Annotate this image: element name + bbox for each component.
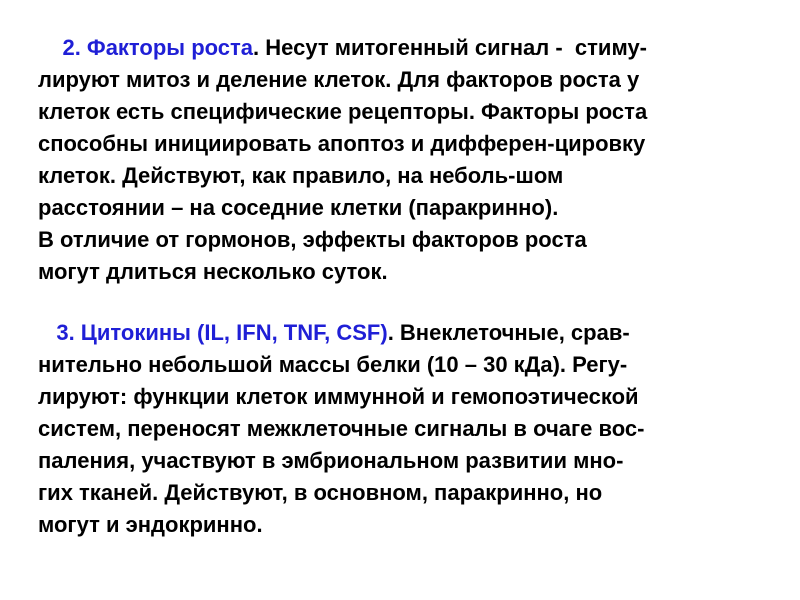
text-line: гих тканей. Действуют, в основном, паракринно, но bbox=[38, 480, 603, 505]
growth-factors-intro: . Несут митогенный сигнал - стиму- bbox=[253, 35, 648, 60]
text-line: В отличие от гормонов, эффекты факторов роста bbox=[38, 227, 587, 252]
cytokines-paragraph bbox=[38, 317, 778, 541]
text-line: паления, участвуют в эмбриональном развитии мно- bbox=[38, 448, 624, 473]
cytokines-intro: . Внеклеточные, срав- bbox=[387, 320, 630, 345]
text-line: способны инициировать апоптоз и дифферен-цировку bbox=[38, 131, 646, 156]
text-line: лируют: функции клеток иммунной и гемопоэтической bbox=[38, 384, 639, 409]
text-line bbox=[38, 32, 778, 64]
growth-factors-paragraph bbox=[38, 32, 778, 288]
text-line: расстоянии – на соседние клетки (паракринно). bbox=[38, 195, 559, 220]
text-line: клеток есть специфические рецепторы. Факторы роста bbox=[38, 99, 648, 124]
cytokines-heading: 3. Цитокины (IL, IFN, TNF, CSF) bbox=[56, 320, 388, 345]
text-line: могут длиться несколько суток. bbox=[38, 259, 388, 284]
text-line bbox=[38, 317, 778, 349]
text-line: лируют митоз и деление клеток. Для факторов роста у bbox=[38, 67, 640, 92]
text-line: систем, переносят межклеточные сигналы в очаге вос- bbox=[38, 416, 645, 441]
growth-factors-heading: 2. Факторы роста bbox=[62, 35, 254, 60]
text-line: клеток. Действуют, как правило, на неболь-шом bbox=[38, 163, 564, 188]
text-line: могут и эндокринно. bbox=[38, 512, 263, 537]
text-line: нительно небольшой массы белки (10 – 30 кДа). Регу- bbox=[38, 352, 628, 377]
